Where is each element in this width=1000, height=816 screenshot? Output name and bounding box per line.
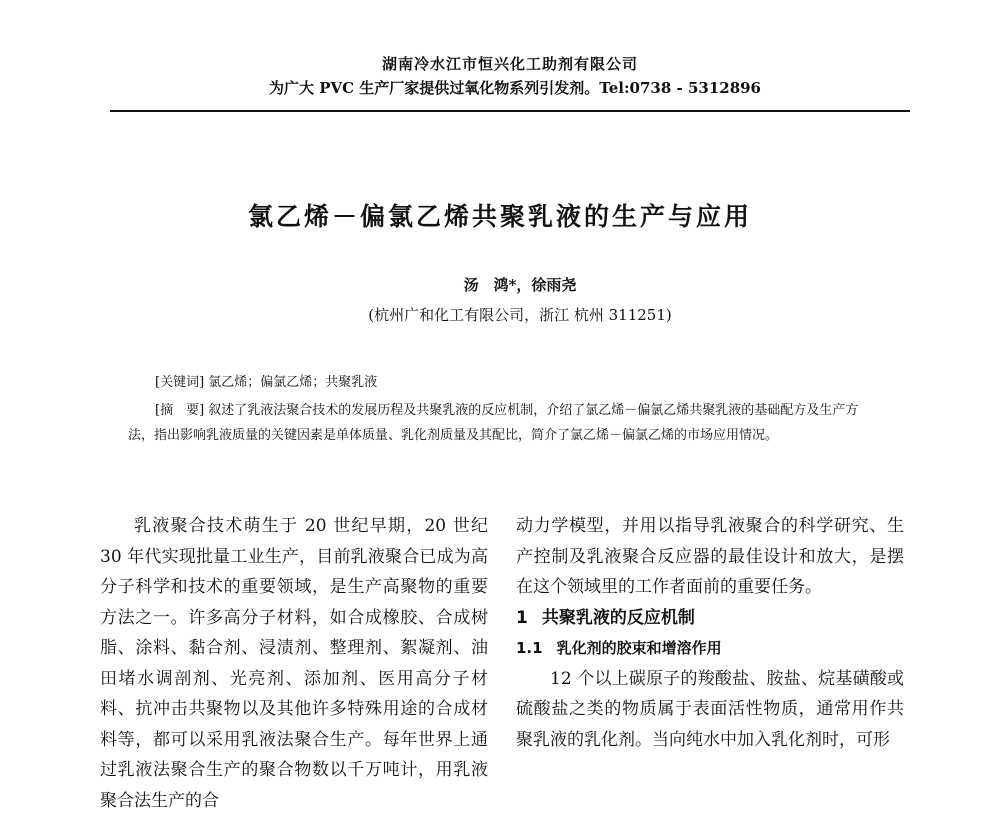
subsection-number: 1.1 (516, 639, 543, 657)
abstract: [摘 要] 叙述了乳液法聚合技术的发展历程及共聚乳液的反应机制，介绍了氯乙烯－偏氯乙烯共聚乳液的基础配方及生产方法，指出影响乳液质量的关键因素是单体质量、乳化剂质量及其配比，简介了氯乙烯－偏氯乙烯的市场应用情况。 (128, 403, 859, 443)
right-column (516, 511, 904, 755)
subsection-paragraph: 12 个以上碳原子的羧酸盐、胺盐、烷基磺酸或硫酸盐之类的物质属于表面活性物质，通常用作共聚乳液的乳化剂。当向纯水中加入乳化剂时，可形 (516, 668, 904, 750)
journal-header (0, 52, 1000, 100)
section-heading-1 (516, 603, 904, 634)
keywords: [关键词] 氯乙烯；偏氯乙烯；共聚乳液 (155, 375, 378, 390)
left-column (100, 511, 488, 816)
continued-paragraph: 动力学模型，并用以指导乳液聚合的科学研究、生产控制及乳液聚合反应器的最佳设计和放大，是摆在这个领域里的工作者面前的重要任务。 (516, 516, 904, 597)
article-authors: 汤 鸿*，徐雨尧 (463, 276, 577, 294)
section-title: 共聚乳液的反应机制 (541, 607, 695, 628)
header-divider (110, 110, 910, 112)
header-company: 湖南冷水江市恒兴化工助剂有限公司 (381, 55, 638, 73)
article-affiliation: (杭州广和化工有限公司，浙江 杭州 311251) (368, 306, 672, 324)
subsection-title: 乳化剂的胶束和增溶作用 (556, 639, 722, 657)
section-number: 1 (516, 607, 528, 628)
article-title: 氯乙烯－偏氯乙烯共聚乳液的生产与应用 (247, 202, 752, 231)
header-slogan: 为广大 PVC 生产厂家提供过氧化物系列引发剂。Tel:0738 - 5312896 (269, 79, 761, 97)
intro-paragraph: 乳液聚合技术萌生于 20 世纪早期，20 世纪 30 年代实现批量工业生产，目前乳液聚合已成为高分子科学和技术的重要领域，是生产高聚物的重要方法之一。许多高分子材料，如合成橡胶、合成树脂、涂料、黏合剂、浸渍剂、整理剂、絮凝剂、油田堵水调剖剂、光亮剂、添加剂、医用高分子材料、抗冲击共聚物以及其他许多特殊用途的合成材料等，都可以采用乳液法聚合生产。每年世界上通过乳液法聚合生产的聚合物数以千万吨计，用乳液聚合法生产的合 (100, 516, 488, 811)
subsection-heading-1-1 (516, 633, 904, 664)
